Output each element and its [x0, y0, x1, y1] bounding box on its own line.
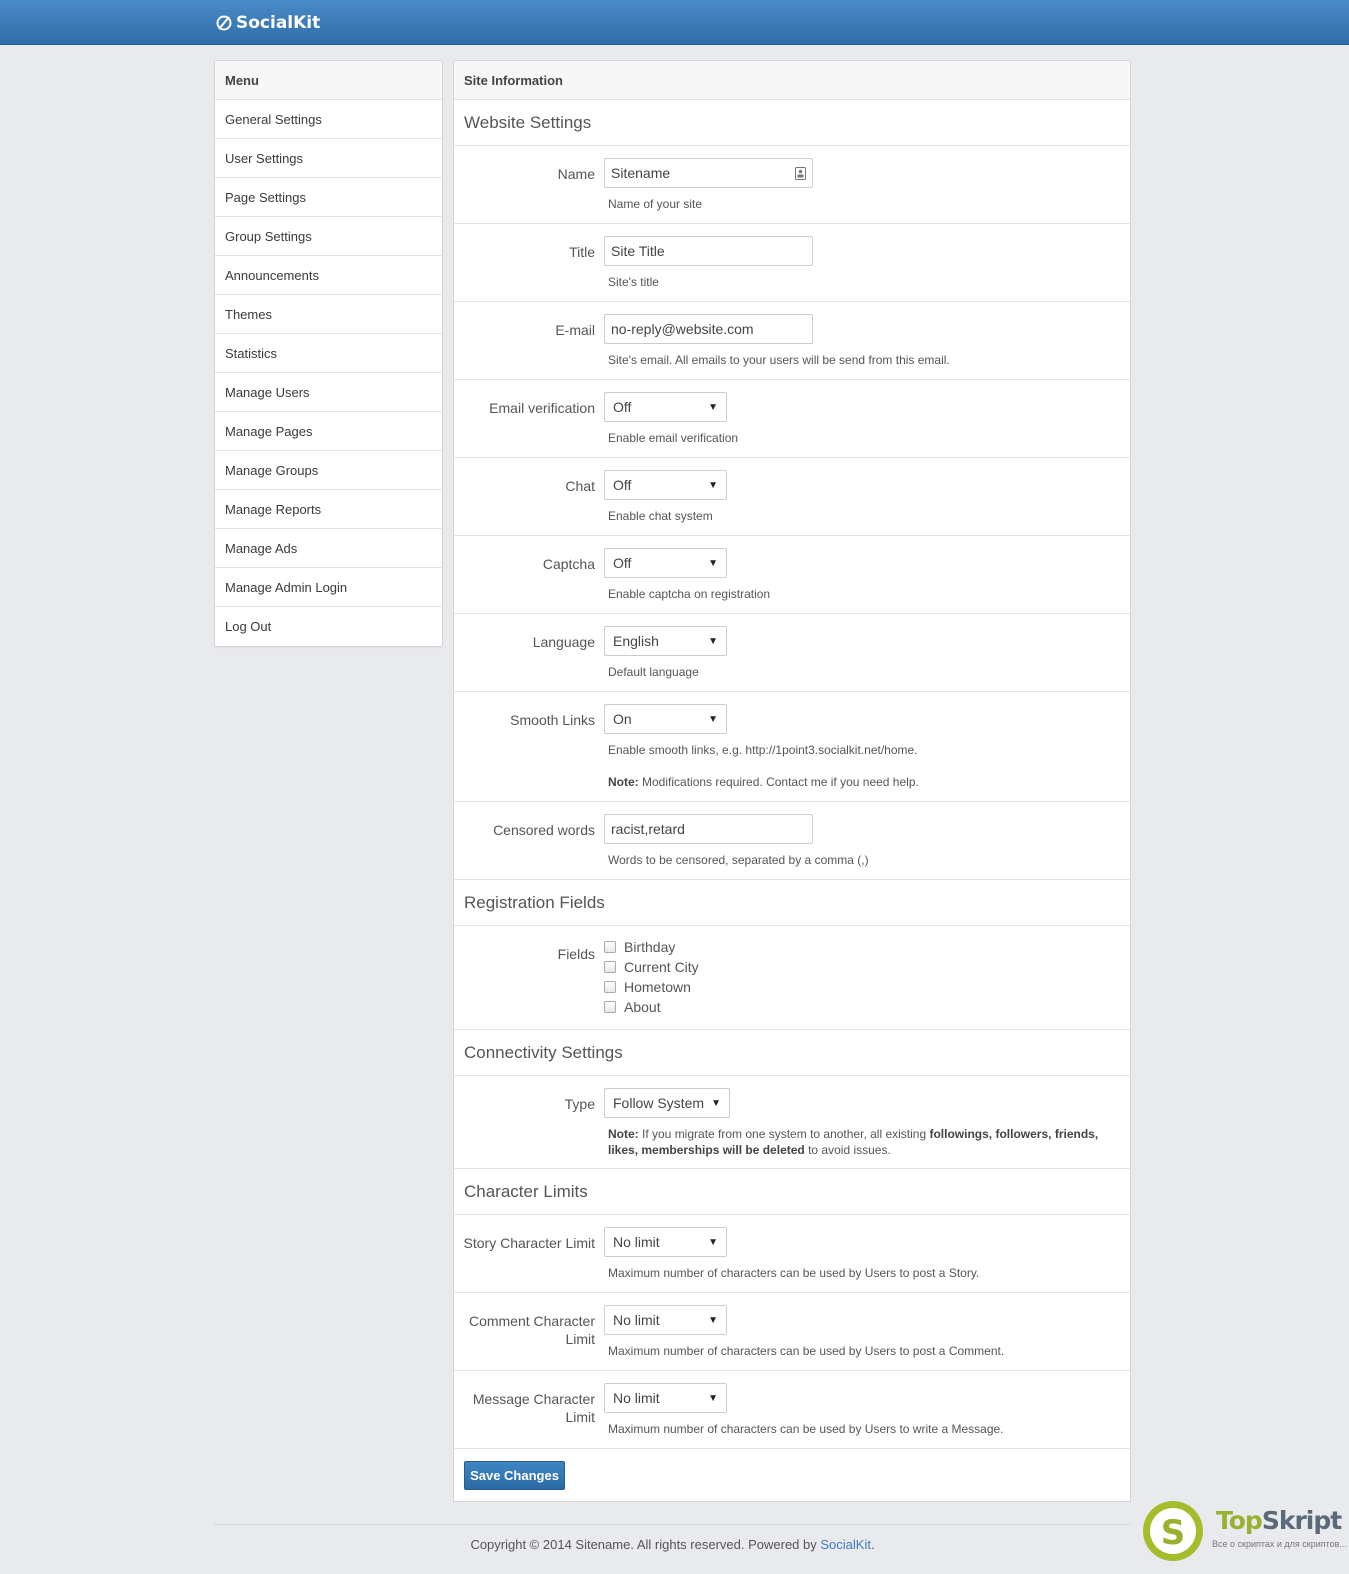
- menu-item-statistics[interactable]: Statistics: [215, 334, 442, 373]
- email-row: [454, 302, 1130, 380]
- character-limits-heading: Character Limits: [454, 1169, 1130, 1215]
- chat-label: Chat: [565, 478, 595, 494]
- checkbox-hometown[interactable]: [604, 977, 699, 997]
- comment-limit-select[interactable]: [604, 1305, 727, 1335]
- watermark-skript: Skript: [1261, 1506, 1342, 1535]
- dropdown-caret-icon: ▼: [708, 479, 718, 491]
- svg-text:S: S: [1160, 1513, 1186, 1553]
- dropdown-caret-icon: ▼: [708, 635, 718, 647]
- smooth-links-note: [608, 774, 919, 790]
- website-settings-heading: Website Settings: [454, 100, 1130, 146]
- language-row: [454, 614, 1130, 692]
- checkbox-label: Current City: [624, 959, 699, 975]
- email-verification-help: Enable email verification: [608, 431, 739, 445]
- title-help: Site's title: [608, 275, 659, 289]
- captcha-label: Captcha: [542, 556, 595, 572]
- message-limit-row: [454, 1371, 1130, 1449]
- note-text: Modifications required. Contact me if you need help.: [638, 775, 919, 789]
- menu-item-manage-groups[interactable]: Manage Groups: [215, 451, 442, 490]
- menu-item-log-out[interactable]: Log Out: [225, 619, 272, 634]
- language-select[interactable]: [604, 626, 727, 656]
- checkbox-box[interactable]: [604, 981, 616, 993]
- censored-words-input[interactable]: [604, 814, 813, 844]
- language-value: English: [613, 633, 659, 649]
- story-limit-select[interactable]: [604, 1227, 727, 1257]
- smooth-links-help: Enable smooth links, e.g. http://1point3.socialkit.net/home.: [608, 743, 918, 757]
- title-input[interactable]: [604, 236, 813, 266]
- note-text-2: to avoid issues.: [804, 1143, 891, 1157]
- dropdown-caret-icon: ▼: [708, 1392, 718, 1404]
- captcha-row: [454, 536, 1130, 614]
- fields-row: [454, 926, 1130, 1030]
- menu-title: Menu: [215, 61, 442, 100]
- email-verification-value: Off: [613, 399, 632, 415]
- contact-card-icon: [795, 167, 806, 180]
- comment-limit-label: [454, 1312, 595, 1348]
- dropdown-caret-icon: ▼: [708, 1314, 718, 1326]
- chat-row: [454, 458, 1130, 536]
- smooth-links-label: Smooth Links: [510, 712, 595, 728]
- menu-item-manage-admin-login[interactable]: Manage Admin Login: [215, 568, 442, 607]
- captcha-value: Off: [613, 555, 632, 571]
- socialkit-logo-icon: [216, 15, 232, 31]
- form-actions: [454, 1449, 1130, 1501]
- name-help: Name of your site: [608, 197, 703, 211]
- menu-item-group-settings[interactable]: Group Settings: [215, 217, 442, 256]
- comment-limit-row: [454, 1293, 1130, 1371]
- footer-text: Copyright © 2014 Sitename. All rights reserved. Powered by: [470, 1537, 821, 1552]
- chat-help: Enable chat system: [608, 509, 713, 523]
- type-row: [454, 1076, 1130, 1169]
- smooth-links-row: [454, 692, 1130, 802]
- comment-limit-value: No limit: [613, 1312, 660, 1328]
- title-input-value: Site Title: [611, 243, 665, 259]
- panel-title: Site Information: [454, 61, 1130, 100]
- type-note: [608, 1126, 1108, 1158]
- smooth-links-value: On: [613, 711, 632, 727]
- watermark-subtitle: Все о скриптах и для скриптов...: [1212, 1539, 1347, 1549]
- story-limit-row: [454, 1215, 1130, 1293]
- menu-item-manage-pages[interactable]: Manage Pages: [215, 412, 442, 451]
- email-verification-row: [454, 380, 1130, 458]
- censored-words-label: Censored words: [493, 822, 595, 838]
- checkbox-box[interactable]: [604, 941, 616, 953]
- message-limit-value: No limit: [613, 1390, 660, 1406]
- watermark-top: Top: [1216, 1506, 1262, 1535]
- menu-item-announcements[interactable]: Announcements: [215, 256, 442, 295]
- name-input-value: Sitename: [611, 165, 671, 181]
- menu-panel: [214, 60, 443, 647]
- type-value: Follow System: [613, 1095, 705, 1111]
- menu-item-manage-ads[interactable]: Manage Ads: [215, 529, 442, 568]
- topskript-logo-icon: [1142, 1500, 1204, 1562]
- chat-value: Off: [613, 477, 632, 493]
- brand-name: SocialKit: [236, 13, 321, 33]
- footer-divider: [214, 1524, 1131, 1525]
- dropdown-caret-icon: ▼: [708, 1236, 718, 1248]
- story-limit-value: No limit: [613, 1234, 660, 1250]
- note-label: Note:: [608, 775, 639, 789]
- footer-socialkit-link[interactable]: SocialKit: [820, 1537, 871, 1552]
- footer-end: .: [870, 1537, 875, 1552]
- dropdown-caret-icon: ▼: [708, 401, 718, 413]
- connectivity-settings-heading: Connectivity Settings: [454, 1030, 1130, 1076]
- name-row: [454, 146, 1130, 224]
- story-limit-help: Maximum number of characters can be used by Users to post a Story.: [608, 1266, 980, 1280]
- email-verification-label: Email verification: [489, 400, 595, 416]
- note-bold-2: likes, memberships will be deleted: [608, 1143, 805, 1157]
- language-help: Default language: [608, 665, 699, 679]
- footer: [214, 1537, 1131, 1552]
- menu-item-page-settings[interactable]: Page Settings: [215, 178, 442, 217]
- comment-limit-help: Maximum number of characters can be used by Users to post a Comment.: [608, 1344, 1005, 1358]
- email-verification-select[interactable]: [604, 392, 727, 422]
- top-navbar: [0, 0, 1349, 45]
- dropdown-caret-icon: ▼: [711, 1097, 721, 1109]
- checkbox-label: About: [624, 999, 661, 1015]
- email-input[interactable]: [604, 314, 813, 344]
- checkbox-box[interactable]: [604, 1001, 616, 1013]
- message-limit-label-line-1: Message Character: [472, 1391, 595, 1407]
- menu-item-manage-users[interactable]: Manage Users: [215, 373, 442, 412]
- comment-limit-label-line-2: Limit: [565, 1331, 595, 1347]
- censored-words-value: racist,retard: [611, 821, 685, 837]
- captcha-select[interactable]: [604, 548, 727, 578]
- message-limit-label-line-2: Limit: [565, 1409, 595, 1425]
- email-input-value: no-reply@website.com: [611, 321, 754, 337]
- checkbox-label: Hometown: [624, 979, 691, 995]
- checkbox-birthday[interactable]: [604, 937, 699, 957]
- name-label: Name: [557, 166, 595, 182]
- name-input[interactable]: [604, 158, 813, 188]
- menu-item-manage-reports[interactable]: Manage Reports: [215, 490, 442, 529]
- email-help: Site's email. All emails to your users will be send from this email.: [608, 353, 950, 367]
- censored-words-help: Words to be censored, separated by a comma (,): [608, 853, 869, 867]
- dropdown-caret-icon: ▼: [708, 713, 718, 725]
- checkbox-label: Birthday: [624, 939, 676, 955]
- fields-label: Fields: [557, 946, 595, 962]
- story-limit-label: Story Character Limit: [463, 1235, 595, 1251]
- menu-item-general-settings[interactable]: General Settings: [215, 100, 442, 139]
- message-limit-help: Maximum number of characters can be used by Users to write a Message.: [608, 1422, 1004, 1436]
- comment-limit-label-line-1: Comment Character: [468, 1313, 595, 1329]
- title-label: Title: [569, 244, 595, 260]
- message-limit-select[interactable]: [604, 1383, 727, 1413]
- checkbox-about[interactable]: [604, 997, 699, 1017]
- save-changes-button[interactable]: Save Changes: [464, 1461, 565, 1490]
- dropdown-caret-icon: ▼: [708, 557, 718, 569]
- language-label: Language: [532, 634, 595, 650]
- fields-checkbox-list: [604, 937, 699, 1017]
- watermark-title: [1216, 1506, 1341, 1535]
- type-label: Type: [564, 1096, 595, 1112]
- message-limit-label: [454, 1390, 595, 1426]
- censored-words-row: [454, 802, 1130, 880]
- site-information-panel: [453, 60, 1131, 1502]
- brand-logo[interactable]: [216, 11, 320, 35]
- note-text-1: If you migrate from one system to another, all existing: [638, 1127, 930, 1141]
- chat-select[interactable]: [604, 470, 727, 500]
- note-label: Note:: [608, 1127, 639, 1141]
- checkbox-box[interactable]: [604, 961, 616, 973]
- menu-item-themes[interactable]: Themes: [215, 295, 442, 334]
- registration-fields-heading: Registration Fields: [454, 880, 1130, 926]
- title-row: [454, 224, 1130, 302]
- menu-item-user-settings[interactable]: User Settings: [215, 139, 442, 178]
- type-select[interactable]: [604, 1088, 730, 1118]
- checkbox-current-city[interactable]: [604, 957, 699, 977]
- smooth-links-select[interactable]: [604, 704, 727, 734]
- captcha-help: Enable captcha on registration: [608, 587, 771, 601]
- note-bold-1: followings, followers, friends,: [929, 1127, 1099, 1141]
- email-label: E-mail: [555, 322, 595, 338]
